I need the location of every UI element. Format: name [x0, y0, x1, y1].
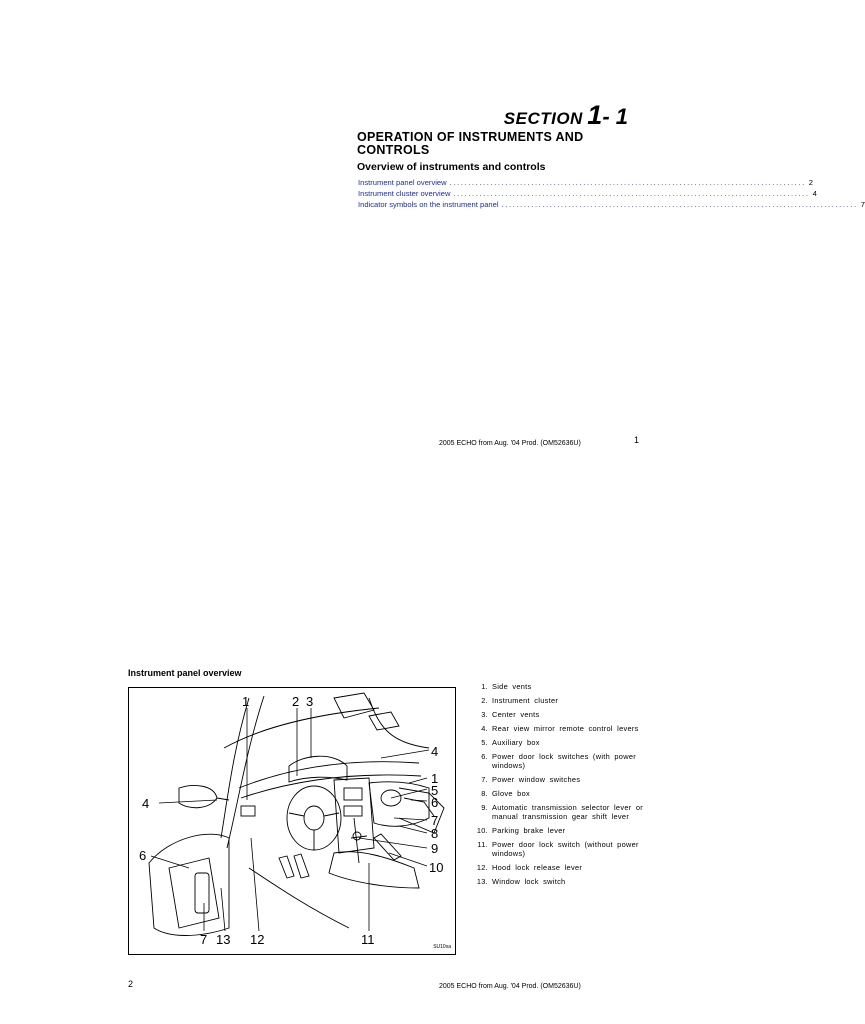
legend-item [473, 738, 648, 747]
legend-text: Power window switches [492, 775, 581, 784]
section-heading [500, 100, 628, 131]
toc-leader: ................................................................................................ [453, 189, 810, 198]
instrument-panel-heading: Instrument panel overview [128, 668, 242, 678]
section-number: 1 [587, 100, 603, 130]
page2-footer: 2005 ECHO from Aug. '04 Prod. (OM52636U) [439, 983, 581, 990]
callout-13: 13 [216, 932, 231, 947]
legend-text: Parking brake lever [492, 826, 566, 835]
callout-8: 8 [431, 826, 439, 841]
callout-7-left: 7 [200, 932, 208, 947]
legend-text: Glove box [492, 789, 530, 798]
callout-1: 1 [242, 694, 250, 709]
section-subnumber: - 1 [602, 104, 628, 129]
legend-item [473, 863, 648, 872]
toc-entry-indicator-symbols[interactable] [358, 200, 865, 209]
instrument-panel-figure [128, 687, 456, 955]
callout-4-left: 4 [142, 796, 150, 811]
overview-heading: Overview of instruments and controls [357, 161, 546, 173]
legend-number: 2. [481, 696, 488, 705]
legend-number: 6. [481, 752, 488, 761]
page1-footer: 2005 ECHO from Aug. '04 Prod. (OM52636U) [439, 440, 581, 447]
legend-text: Automatic transmission selector lever or manual transmission gear shift lever [492, 803, 644, 821]
legend-text: Rear view mirror remote control levers [492, 724, 639, 733]
toc-link[interactable]: Instrument cluster overview [358, 189, 451, 198]
legend-item [473, 803, 648, 821]
instrument-panel-illustration [129, 688, 455, 954]
toc-link[interactable]: Indicator symbols on the instrument panel [358, 200, 499, 209]
legend-number: 8. [481, 789, 488, 798]
legend-item [473, 752, 648, 770]
callout-6-left: 6 [139, 848, 147, 863]
legend-number: 11. [477, 840, 488, 849]
legend-text: Window lock switch [492, 877, 566, 886]
legend-item [473, 840, 648, 858]
legend-text: Power door lock switches (with power windows) [492, 752, 637, 770]
figure-code: SU10xa [433, 944, 451, 950]
legend-number: 3. [481, 710, 488, 719]
toc-entry-instrument-cluster[interactable] [358, 189, 817, 198]
callout-12: 12 [250, 932, 265, 947]
legend-item [473, 789, 648, 798]
legend-text: Power door lock switch (without power windows) [492, 840, 639, 858]
page1-number: 1 [634, 435, 640, 445]
legend-number: 7. [481, 775, 488, 784]
legend-number: 13. [476, 877, 488, 886]
toc-leader: ................................................................................................ [501, 200, 858, 209]
toc-link[interactable]: Instrument panel overview [358, 178, 447, 187]
toc-leader: ................................................................................................ [449, 178, 806, 187]
legend-item [473, 826, 648, 835]
toc-page: 4 [812, 189, 817, 198]
legend-text: Hood lock release lever [492, 863, 583, 872]
callout-6-right: 6 [431, 795, 439, 810]
legend-text: Auxiliary box [492, 738, 540, 747]
legend-number: 10. [476, 826, 488, 835]
legend-item [473, 710, 648, 719]
callout-2: 2 [292, 694, 300, 709]
callout-3: 3 [306, 694, 314, 709]
legend-number: 4. [481, 724, 488, 733]
legend-text: Side vents [492, 682, 532, 691]
legend-item [473, 775, 648, 784]
figure-legend [473, 682, 648, 891]
callout-11: 11 [361, 932, 375, 947]
callout-10: 10 [429, 860, 444, 875]
toc-entry-instrument-panel[interactable] [358, 178, 814, 187]
legend-number: 5. [481, 738, 488, 747]
legend-item [473, 682, 648, 691]
callout-1-right: 1 [431, 771, 439, 786]
legend-number: 12. [476, 863, 488, 872]
toc-page: 2 [808, 178, 814, 187]
legend-item [473, 877, 648, 886]
section-word: SECTION [503, 109, 583, 128]
legend-number: 9. [481, 803, 488, 812]
legend-number: 1. [481, 682, 488, 691]
toc-page: 7 [860, 200, 865, 209]
page2-number: 2 [128, 979, 134, 989]
legend-item [473, 696, 648, 705]
callout-9: 9 [431, 841, 439, 856]
legend-text: Instrument cluster [492, 696, 559, 705]
legend-text: Center vents [492, 710, 540, 719]
callout-4-right: 4 [431, 744, 439, 759]
legend-item [473, 724, 648, 733]
callout-7-right: 7 [431, 813, 439, 828]
callout-5: 5 [431, 783, 439, 798]
page-title: OPERATION OF INSTRUMENTS AND CONTROLS [357, 130, 584, 157]
